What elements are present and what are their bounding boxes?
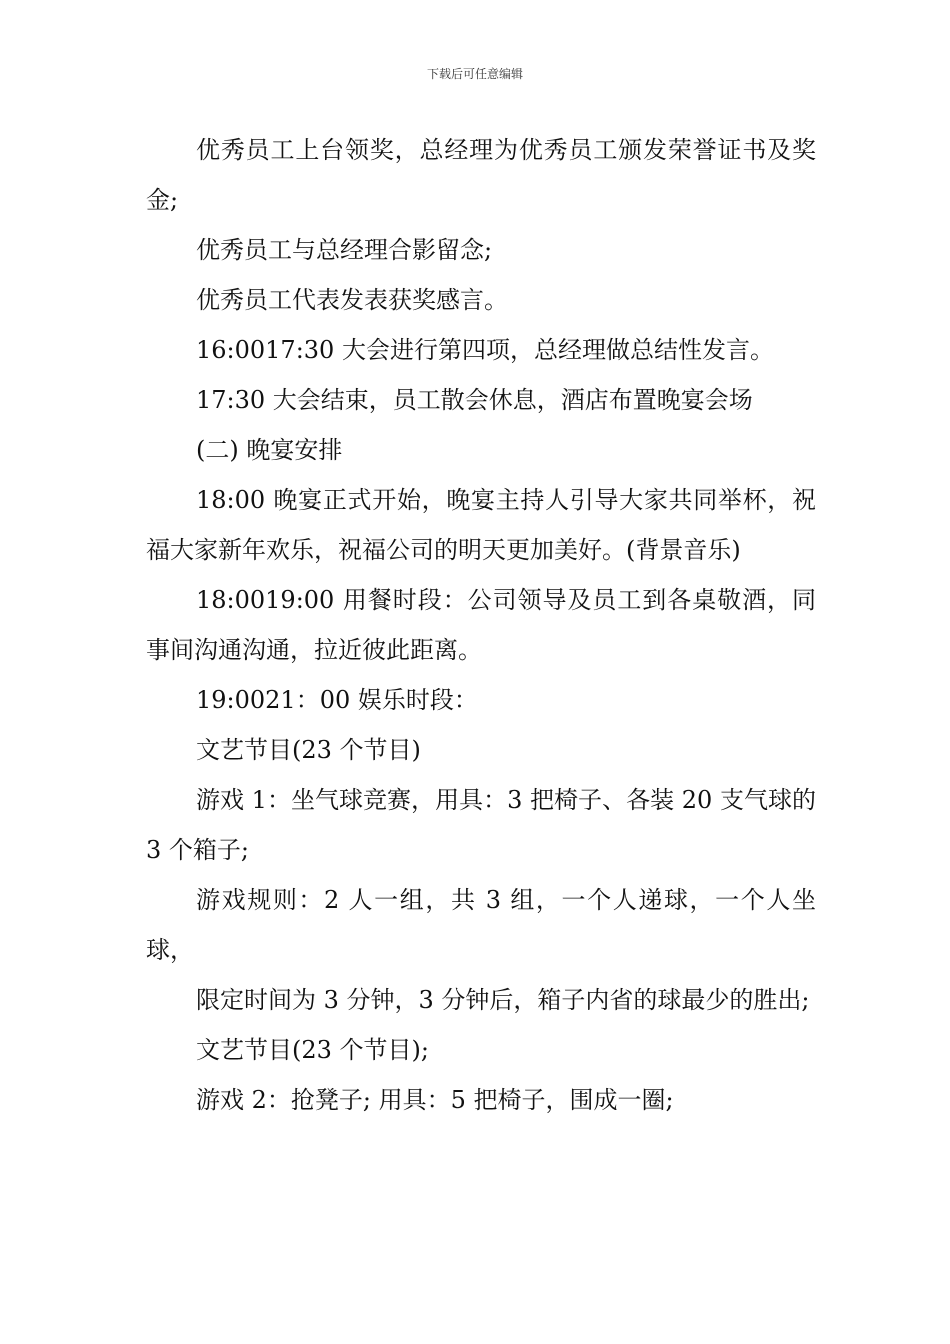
paragraph-banquet-start: 18:00 晚宴正式开始，晚宴主持人引导大家共同举杯，祝福大家新年欢乐，祝福公司的明天更加美好。(背景音乐) xyxy=(146,486,816,564)
paragraph-summary-speech: 16:0017:30 大会进行第四项，总经理做总结性发言。 xyxy=(196,336,774,364)
paragraph-game-1-time-limit: 限定时间为 3 分钟，3 分钟后，箱子内省的球最少的胜出; xyxy=(196,986,810,1014)
paragraph-performances: 文艺节目(23 个节目) xyxy=(196,736,421,764)
paragraph-entertainment-period: 19:0021：00 娱乐时段： xyxy=(196,686,478,714)
paragraph-performances-2: 文艺节目(23 个节目); xyxy=(196,1036,429,1064)
paragraph-acceptance-speech: 优秀员工代表发表获奖感言。 xyxy=(196,286,508,314)
paragraph-game-2: 游戏 2：抢凳子; 用具：5 把椅子，围成一圈; xyxy=(196,1086,674,1114)
paragraph-meeting-end: 17:30 大会结束，员工散会休息，酒店布置晚宴会场 xyxy=(196,386,753,414)
paragraph-award-ceremony: 优秀员工上台领奖，总经理为优秀员工颁发荣誉证书及奖金; xyxy=(146,136,816,214)
document-body xyxy=(146,125,816,1125)
page-header: 下载后可任意编辑 xyxy=(426,67,523,81)
paragraph-dining-period: 18:0019:00 用餐时段：公司领导及员工到各桌敬酒，同事间沟通沟通，拉近彼此距离。 xyxy=(146,586,816,664)
paragraph-game-1-rules: 游戏规则：2 人一组，共 3 组，一个人递球，一个人坐球， xyxy=(146,886,816,964)
paragraph-game-1: 游戏 1：坐气球竞赛，用具：3 把椅子、各装 20 支气球的 3 个箱子; xyxy=(146,786,816,864)
paragraph-group-photo: 优秀员工与总经理合影留念; xyxy=(196,236,493,264)
section-heading-banquet: (二) 晚宴安排 xyxy=(196,436,343,464)
